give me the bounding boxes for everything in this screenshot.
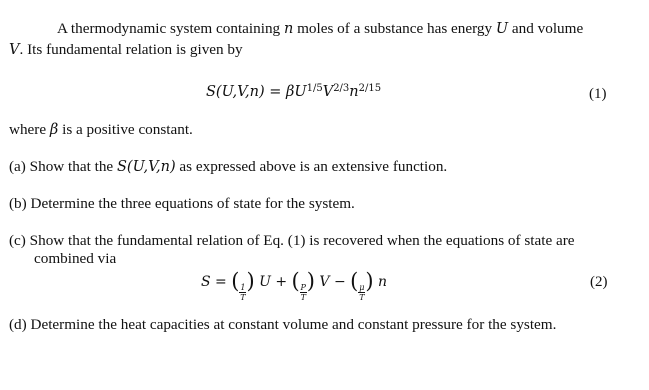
var-n: n xyxy=(283,21,294,37)
part-a-expr: S(U,V,n) xyxy=(116,159,176,175)
part-a: (a) Show that the S(U,V,n) as expressed above is an extensive function. xyxy=(9,158,448,175)
part-b: (b) Determine the three equations of state for the system. xyxy=(9,195,355,212)
var-beta: β xyxy=(49,122,59,138)
fraction-1-over-T: $\frac{1}{T}$ xyxy=(240,283,246,302)
fraction-mu-over-T: $\frac{\mu}{T}$ xyxy=(359,283,365,302)
equation-2: S = ( $\frac{1}{T}$ ) U + ( $\frac{P}{T}$ ) V − ( $\frac{\mu}{T}$ ) n xyxy=(201,269,388,302)
where-line: where β is a positive constant. xyxy=(9,121,193,138)
part-c-line-1: (c) Show that the fundamental relation of Eq. (1) is recovered when the equations of state are xyxy=(9,232,575,249)
fraction-P-over-T: $\frac{P}{T}$ xyxy=(300,283,306,302)
equation-2-number: (2) xyxy=(590,274,608,290)
part-c-line-2: combined via xyxy=(34,250,117,267)
var-U: U xyxy=(495,21,509,37)
part-d: (d) Determine the heat capacities at constant volume and constant pressure for the system. xyxy=(9,316,557,333)
equation-1: $S(U,V,n) = \beta U^{1/5}V^{2/3}n^{2/15}$ xyxy=(206,83,382,100)
intro-line-2: V. Its fundamental relation is given by xyxy=(9,41,243,58)
intro-line-1: A thermodynamic system containing n moles of a substance has energy U and volume xyxy=(57,20,584,37)
equation-1-number: (1) xyxy=(589,86,607,102)
var-V: V xyxy=(9,42,20,58)
